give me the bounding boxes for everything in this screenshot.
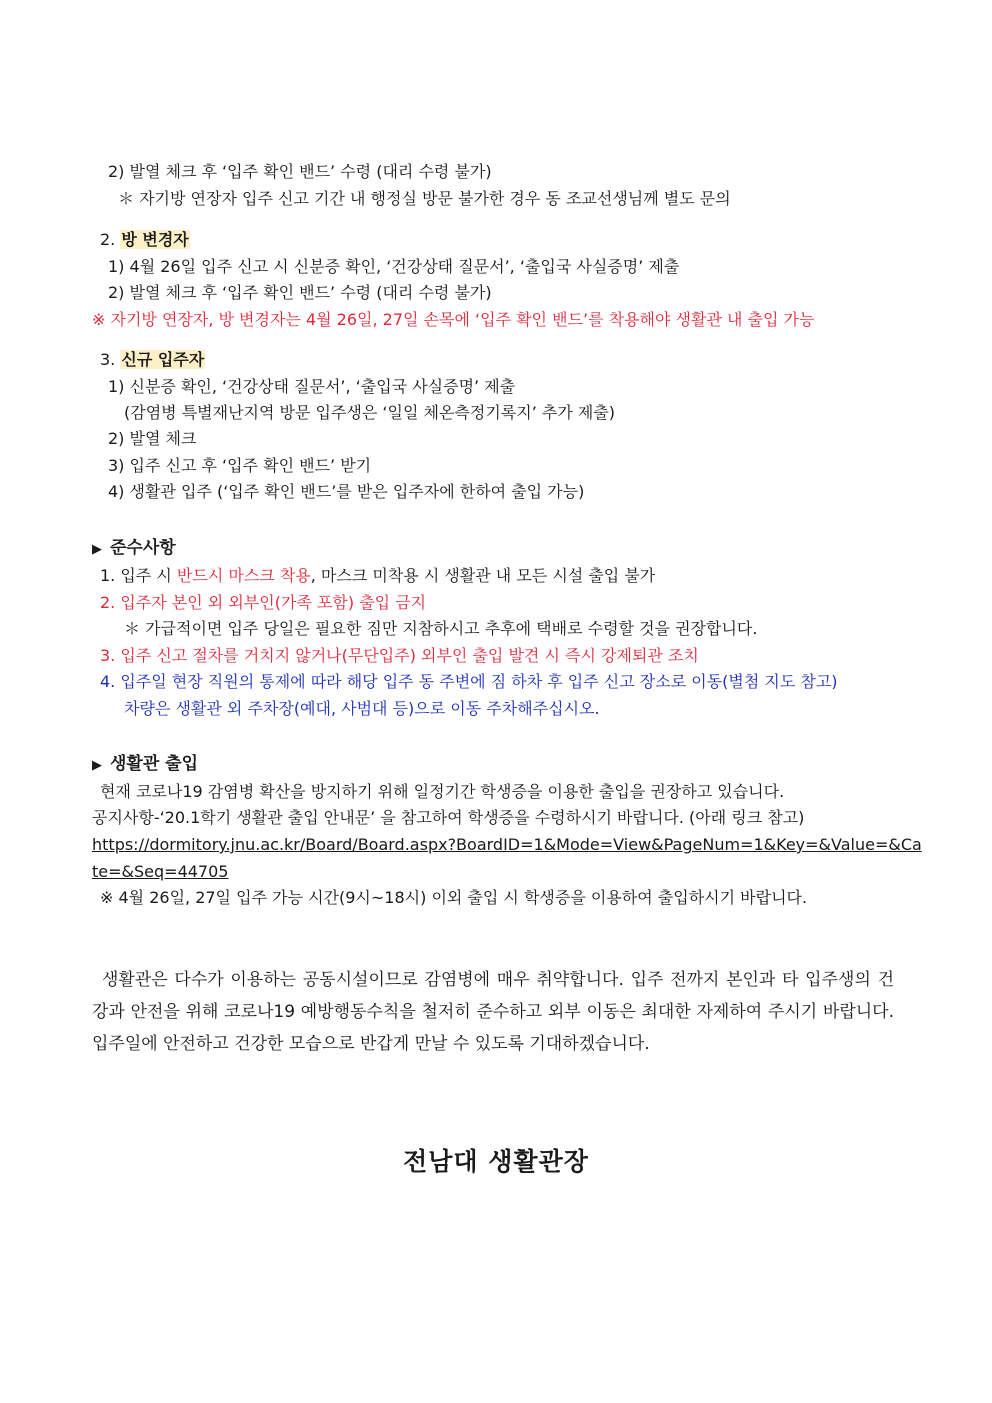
rule-3: 3. 입주 신고 절차를 거치지 않거나(무단입주) 외부인 출입 발견 시 즉시 강제퇴관 조치 <box>100 646 699 665</box>
dormitory-link[interactable]: https://dormitory.jnu.ac.kr/Board/Board.aspx?BoardID=1&Mode=View&PageNum=1&Key=&Value=&Ca <box>92 835 922 854</box>
closing-paragraph: 생활관은 다수가 이용하는 공동시설이므로 감염병에 매우 취약합니다. 입주 전까지 본인과 타 입주생의 건강과 안전을 위해 코로나19 예방행동수칙을 철저히 준수하고 외부 이동은 최대한 자제하여 주시기 바랍니다. 입주일에 안전하고 건강한 모습으로 반갑게 만날 수 있도록 기대하겠습니다. <box>92 970 894 1054</box>
top-note: ＊ 자기방 연장자 입주 신고 기간 내 행정실 방문 불가한 경우 동 조교선생님께 별도 문의 <box>118 189 731 208</box>
signature: 전남대 생활관장 <box>403 1147 589 1176</box>
section2-item-2: 2) 발열 체크 후 ‘입주 확인 밴드’ 수령 (대리 수령 불가) <box>108 283 492 302</box>
rule-2-note: ＊ 가급적이면 입주 당일은 필요한 짐만 지참하시고 추후에 택배로 수령할 것을 권장합니다. <box>124 619 758 638</box>
section3-item-3: 3) 입주 신고 후 ‘입주 확인 밴드’ 받기 <box>108 456 372 475</box>
triangle-bullet-icon: ▶ <box>92 542 102 557</box>
section2-warning: ※ 자기방 연장자, 방 변경자는 4월 26일, 27일 손목에 ‘입주 확인 밴드’를 착용해야 생활관 내 출입 가능 <box>92 310 815 329</box>
section3-item-1: 1) 신분증 확인, ‘건강상태 질문서’, ‘출입국 사실증명’ 제출 <box>108 377 516 396</box>
section3-item-4: 4) 생활관 입주 (‘입주 확인 밴드’를 받은 입주자에 한하여 출입 가능) <box>108 482 585 501</box>
top-item-2: 2) 발열 체크 후 ‘입주 확인 밴드’ 수령 (대리 수령 불가) <box>108 162 492 181</box>
rules-heading-text: 준수사항 <box>110 538 176 558</box>
rule-4-continued: 차량은 생활관 외 주차장(예대, 사범대 등)으로 이동 주차해주십시오. <box>124 699 600 718</box>
rule-1-suffix: , 마스크 미착용 시 생활관 내 모든 시설 출입 불가 <box>310 566 656 585</box>
section3-title: 신규 입주자 <box>121 350 205 369</box>
dormitory-link-continued[interactable]: te=&Seq=44705 <box>92 862 229 881</box>
entry-paragraph-1: 현재 코로나19 감염병 확산을 방지하기 위해 일정기간 학생증을 이용한 출입을 권장하고 있습니다. <box>100 782 785 801</box>
rules-heading <box>92 537 176 561</box>
section2-item-1: 1) 4월 26일 입주 신고 시 신분증 확인, ‘건강상태 질문서’, ‘출입국 사실증명’ 제출 <box>108 257 680 276</box>
section3-item-1-note: (감염병 특별재난지역 방문 입주생은 ‘일일 체온측정기록지’ 추가 제출) <box>124 403 616 422</box>
section3-heading <box>100 349 205 371</box>
section2-title: 방 변경자 <box>121 230 189 249</box>
section2-number: 2. <box>100 230 116 249</box>
section2-heading <box>100 229 190 251</box>
rule-4: 4. 입주일 현장 직원의 통제에 따라 해당 입주 동 주변에 짐 하차 후 입주 신고 장소로 이동(별첨 지도 참고) <box>100 672 838 691</box>
entry-heading-text: 생활관 출입 <box>110 754 199 774</box>
rule-1 <box>100 565 655 587</box>
entry-heading <box>92 753 198 777</box>
rule-2: 2. 입주자 본인 외 외부인(가족 포함) 출입 금지 <box>100 593 427 612</box>
triangle-bullet-icon: ▶ <box>92 758 102 773</box>
rule-1-highlight: 반드시 마스크 착용 <box>176 566 311 585</box>
entry-note: ※ 4월 26일, 27일 입주 가능 시간(9시~18시) 이외 출입 시 학생증을 이용하여 출입하시기 바랍니다. <box>100 888 808 907</box>
entry-paragraph-2: 공지사항-‘20.1학기 생활관 출입 안내문’ 을 참고하여 학생증을 수령하시기 바랍니다. (아래 링크 참고) <box>92 808 805 827</box>
section3-number: 3. <box>100 350 116 369</box>
rule-1-prefix: 1. 입주 시 <box>100 566 177 585</box>
section3-item-2: 2) 발열 체크 <box>108 429 197 448</box>
